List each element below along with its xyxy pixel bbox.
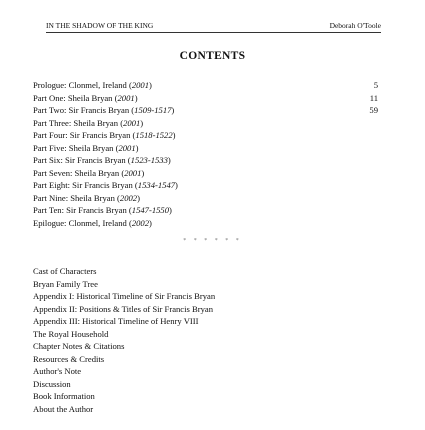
header-author: Deborah O'Toole (329, 21, 381, 30)
toc-entry-dates: 2001 (118, 142, 136, 153)
back-matter-item[interactable]: Cast of Characters (33, 266, 97, 276)
toc-entry-page: 5 (373, 80, 378, 90)
toc-entry-dates: 1534-1547 (137, 180, 176, 190)
back-matter-item[interactable]: The Royal Household (33, 328, 109, 339)
toc-entry-dates: 1518-1522 (135, 130, 173, 140)
toc-entry[interactable]: Part Seven: Sheila Bryan (2001) (33, 167, 145, 178)
back-matter-item[interactable]: Bryan Family Tree (33, 278, 98, 289)
toc-entry[interactable]: Part One: Sheila Bryan (2001) 11 (33, 92, 378, 103)
toc-entry-dates: 1509-1517 (134, 105, 172, 115)
toc-entry[interactable]: Part Three: Sheila Bryan (2001) (33, 117, 144, 128)
toc-entry-label: Part One: Sheila Bryan (33, 92, 113, 103)
toc-entry-label: Part Five: Sheila Bryan (33, 142, 114, 153)
toc-entry-dates: 1523-1533 (130, 155, 168, 165)
back-matter-item[interactable]: Chapter Notes & Citations (33, 341, 125, 351)
toc-entry-dates: 2002 (131, 217, 149, 228)
toc-entry-label: Part Two: Sir Francis Bryan (33, 105, 130, 115)
back-matter-item[interactable]: About the Author (33, 403, 94, 414)
back-matter-item[interactable]: Resources & Credits (33, 353, 105, 364)
page-title: CONTENTS (179, 50, 246, 62)
toc-entry-label: Part Nine: Sheila Bryan (33, 192, 115, 203)
back-matter-list (33, 265, 333, 415)
toc-entry-dates: 2001 (131, 80, 150, 90)
toc-entry-dates: 1547-1550 (131, 205, 170, 215)
back-matter-item[interactable]: Appendix II: Positions & Titles of Sir Francis Bryan (33, 303, 213, 314)
toc-entry-dates: 2001 (124, 167, 142, 178)
toc-entry-label: Part Seven: Sheila Bryan (33, 167, 120, 178)
section-separator: * * * * * * (183, 238, 242, 244)
toc-entry[interactable]: Part Five: Sheila Bryan (2001) (33, 142, 139, 153)
toc-entry-dates: 2001 (117, 92, 135, 103)
toc-entry-page: 11 (369, 92, 378, 103)
back-matter-item[interactable]: Book Information (33, 391, 95, 401)
header-book-title: IN THE SHADOW OF THE KING (46, 21, 154, 30)
toc-entry-label: Part Eight: Sir Francis Bryan (33, 180, 133, 190)
toc-entry-label: Part Three: Sheila Bryan (33, 117, 119, 128)
toc-entry[interactable]: Part Two: Sir Francis Bryan (1509-1517) 59 (33, 105, 378, 115)
back-matter-item[interactable]: Appendix III: Historical Timeline of Henry VIII (33, 316, 199, 326)
toc-entry-label: Part Ten: Sir Francis Bryan (33, 205, 127, 215)
toc-entry[interactable]: Part Six: Sir Francis Bryan (1523-1533) (33, 155, 171, 165)
toc-entry[interactable]: Part Nine: Sheila Bryan (2002) (33, 192, 140, 203)
toc-entry-label: Prologue: Clonmel, Ireland (33, 80, 127, 90)
toc-entry[interactable]: Epilogue: Clonmel, Ireland (2002) (33, 217, 152, 228)
back-matter-item[interactable]: Discussion (33, 378, 71, 389)
toc-entry[interactable]: Part Eight: Sir Francis Bryan (1534-1547) (33, 180, 178, 190)
toc-entry-label: Epilogue: Clonmel, Ireland (33, 217, 127, 228)
toc-entry[interactable]: Part Ten: Sir Francis Bryan (1547-1550) (33, 205, 172, 215)
table-of-contents (33, 79, 378, 229)
toc-entry-label: Part Six: Sir Francis Bryan (33, 155, 126, 165)
toc-entry-dates: 2002 (119, 192, 138, 203)
toc-entry-page: 59 (369, 105, 378, 115)
back-matter-item[interactable]: Appendix I: Historical Timeline of Sir Francis Bryan (33, 291, 216, 301)
toc-entry-dates: 2001 (123, 117, 141, 128)
toc-entry[interactable]: Part Four: Sir Francis Bryan (1518-1522) (33, 130, 176, 140)
toc-entry-label: Part Four: Sir Francis Bryan (33, 130, 131, 140)
back-matter-item[interactable]: Author's Note (33, 366, 82, 376)
toc-entry[interactable]: Prologue: Clonmel, Ireland (2001) 5 (33, 80, 378, 90)
running-header (46, 20, 381, 33)
